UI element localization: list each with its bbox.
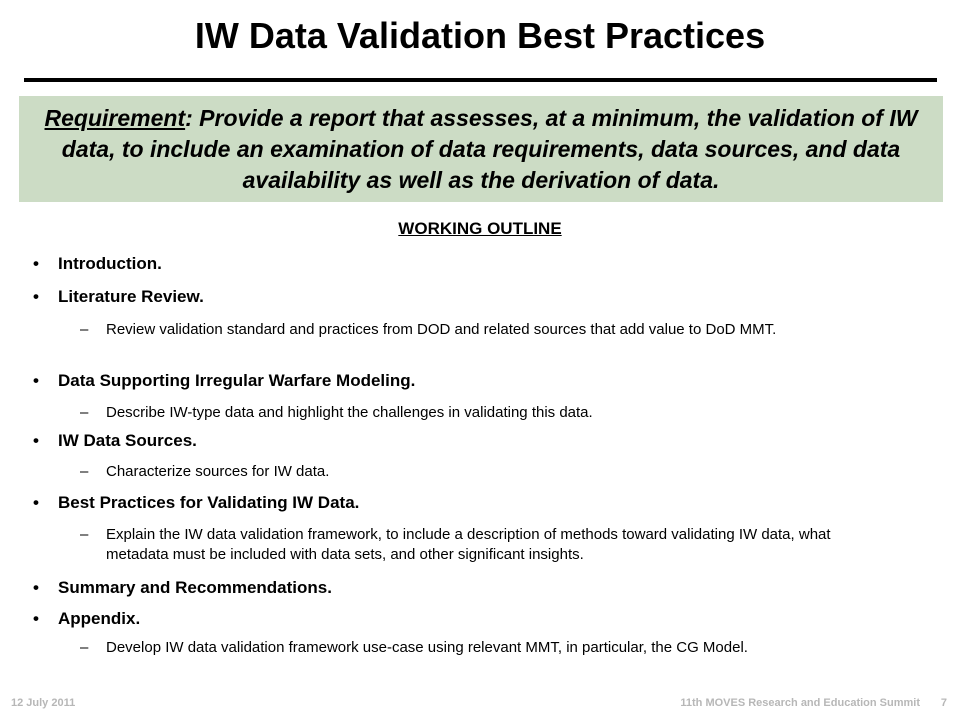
outline-subitem-text: Explain the IW data validation framework, to include a description of methods toward validating IW data, what metadata must be included with data sets, and other significant insights.: [106, 526, 831, 563]
outline-subitem-text: Review validation standard and practices from DOD and related sources that add value to DoD MMT.: [106, 321, 777, 338]
outline-subitem-text: Characterize sources for IW data.: [106, 463, 330, 480]
outline-item-label: Data Supporting Irregular Warfare Modeling.: [58, 371, 416, 390]
bullet-glyph: •: [33, 609, 39, 628]
outline-item-label: Summary and Recommendations.: [58, 578, 332, 597]
bullet-glyph: •: [33, 493, 39, 512]
dash-glyph: –: [80, 463, 89, 480]
dash-glyph: –: [80, 321, 89, 338]
outline-subitem: [80, 638, 870, 658]
bullet-glyph: •: [33, 254, 39, 273]
outline-item-label: Introduction.: [58, 254, 162, 273]
requirement-text: : Provide a report that assesses, at a minimum, the validation of IW data, to include an examination of data requirements, data sources, and data availability as well as the derivation of data.: [61, 105, 918, 193]
outline-subitem-text: Develop IW data validation framework use-case using relevant MMT, in particular, the CG Model.: [106, 639, 748, 656]
requirement-label: Requirement: [44, 105, 186, 131]
outline-item-label: Literature Review.: [58, 287, 204, 306]
bullet-glyph: •: [33, 578, 39, 597]
bullet-glyph: •: [33, 371, 39, 390]
outline-subitem-text: Describe IW-type data and highlight the challenges in validating this data.: [106, 404, 593, 421]
footer-page-number: 7: [940, 697, 947, 709]
slide-title: IW Data Validation Best Practices: [194, 15, 766, 56]
outline-item-label: Best Practices for Validating IW Data.: [58, 493, 360, 512]
dash-glyph: –: [80, 526, 89, 543]
outline-subitem: [80, 320, 870, 340]
bullet-glyph: •: [33, 431, 39, 450]
dash-glyph: –: [80, 404, 89, 421]
outline-subitem: [80, 525, 870, 565]
bullet-glyph: •: [33, 287, 39, 306]
outline-heading: WORKING OUTLINE: [398, 219, 562, 238]
footer-event: 11th MOVES Research and Education Summit: [680, 697, 920, 709]
outline-item-label: IW Data Sources.: [58, 431, 197, 450]
outline-subitem: [80, 462, 870, 482]
dash-glyph: –: [80, 639, 89, 656]
footer-date: 12 July 2011: [11, 697, 76, 709]
outline-item-label: Appendix.: [58, 609, 141, 628]
outline-subitem: [80, 403, 870, 423]
